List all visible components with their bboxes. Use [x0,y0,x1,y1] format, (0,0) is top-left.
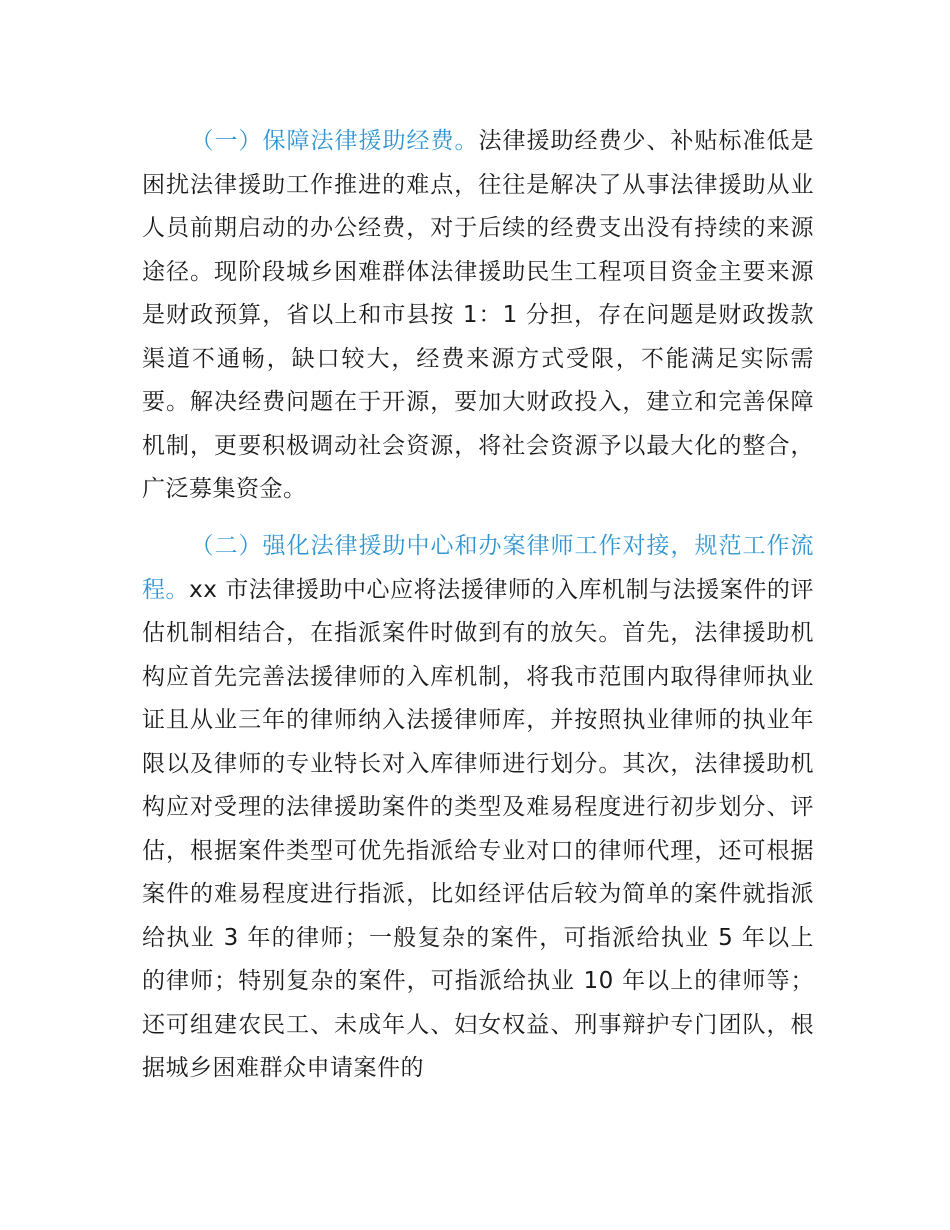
paragraph-heading-funding: （一）保障法律援助经费。 [190,128,479,154]
paragraph-body-workflow: xx 市法律援助中心应将法援律师的入库机制与法援案件的评估机制相结合，在指派案件时做到有的放矢。首先，法律援助机构应首先完善法援律师的入库机制，将我市范围内取得律师执业证且从业三年的律师纳入法援律师库，并按照执业律师的执业年限以及律师的专业特长对入库律师进行划分。其次，法律援助机构应对受理的法律援助案件的类型及难易程度进行初步划分、评估，根据案件类型可优先指派给专业对口的律师代理，还可根据案件的难易程度进行指派，比如经评估后较为简单的案件就指派给执业 3 年的律师；一般复杂的案件，可指派给执业 5 年以上的律师；特别复杂的案件，可指派给执业 10 年以上的律师等；还可组建农民工、未成年人、妇女权益、刑事辩护专门团队，根据城乡困难群众申请案件的 [142,576,814,1081]
paragraph-funding [142,120,814,512]
paragraph-body-funding: 法律援助经费少、补贴标准低是困扰法律援助工作推进的难点，往往是解决了从事法律援助从业人员前期启动的办公经费，对于后续的经费支出没有持续的来源途径。现阶段城乡困难群体法律援助民生工程项目资金主要来源是财政预算，省以上和市县按 1：1 分担，存在问题是财政拨款渠道不通畅，缺口较大，经费来源方式受限，不能满足实际需要。解决经费问题在于开源，要加大财政投入，建立和完善保障机制，更要积极调动社会资源，将社会资源予以最大化的整合，广泛募集资金。 [142,128,814,502]
paragraph-heading-workflow: （二）强化法律援助中心和办案律师工作对接，规范工作流程。 [142,533,814,603]
paragraph-workflow [142,525,814,1091]
